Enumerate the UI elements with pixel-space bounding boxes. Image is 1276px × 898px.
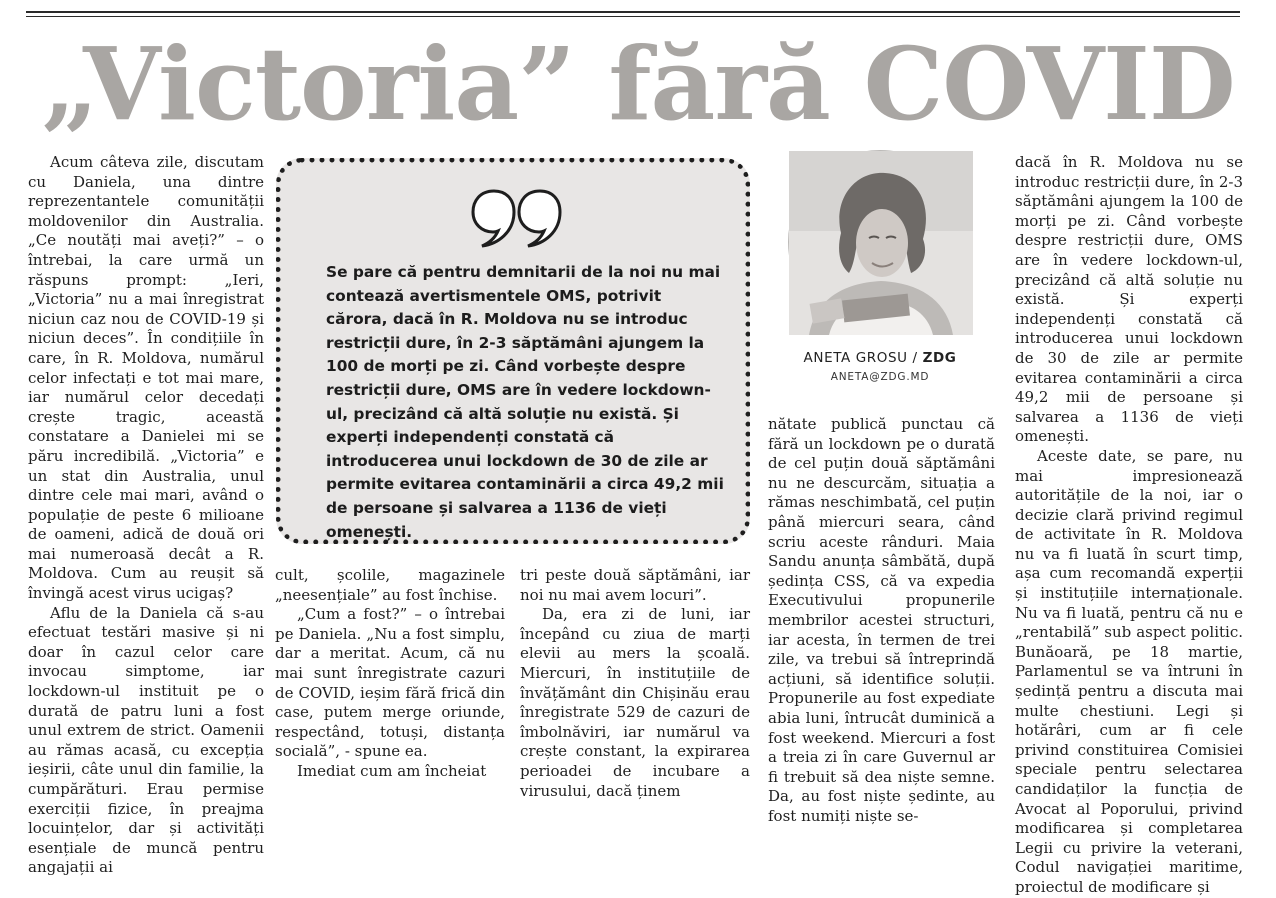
top-rule-thin (26, 16, 1240, 17)
author-photo (788, 150, 972, 334)
paragraph: Da, era zi de luni, iar începând cu ziua de marți elevii au mers la școală. Miercuri, în instituțiile de învățământ din Chișinău erau înregistrate 529 de cazuri de îmbolnăviri, iar numărul va crește constant, la expirarea perioadei de incubare a virusului, dacă ținem (520, 605, 750, 800)
article-column-2 (275, 566, 505, 780)
article-column-4 (768, 415, 995, 825)
paragraph: Aceste date, se pare, nu mai impresionează autoritățile de la noi, iar o decizie clară privind regimul de activitate în R. Moldova nu va fi luată în scurt timp, așa cum recomandă experții și instituțiile internaționale. Nu va fi luată, pentru că nu e „rentabilă” sub aspect politic. Bunăoară, pe 18 martie, Parlamentul se va întruni în ședință pentru a discuta mai multe chestiuni. Legi și hotărâri, cum ar fi cele privind constituirea Comisiei speciale pentru selectarea candidaților la funcția de Avocat al Poporului, privind modificarea și completarea Legii cu privire la veterani, Codul navigației maritime, proiectul de modificare și (1015, 446, 1243, 896)
article-column-3 (520, 566, 750, 800)
paragraph: Aflu de la Daniela că s-au efectuat testări masive și ni doar în cazul celor care invocau simptome, iar lockdown-ul instituit pe o durată de patru luni a fost unul extrem de strict. Oamenii au rămas acasă, cu excepția ieșirii, câte unul din familie, la cumpărături. Erau permise exerciții fizice, în preajma locuințelor, dar și activități esențiale de muncă pentru angajații ai (28, 603, 264, 877)
author-email[interactable]: ANETA@ZDG.MD (830, 371, 930, 383)
paragraph: Acum câteva zile, discutam cu Daniela, una dintre reprezentantele comunității moldovenilor din Australia. „Ce noutăți mai aveți?” – o întrebai, la care urmă un răspuns prompt: „Ieri, „Victoria” nu a mai înregistrat niciun caz nou de COVID-19 și niciun deces”. În condițiile în care, în R. Moldova, numărul celor infectați e tot mai mare, iar numărul celor decedați crește tragic, această constatare a Danielei mi se păru incredibilă. „Victoria” e un stat din Australia, unul dintre cele mai mari, având o populație de peste 6 milioane de oameni, adică de două ori mai numeroasă decât a R. Moldova. Cum au reușit să învingă acest virus ucigaș? (28, 153, 264, 603)
paragraph: Imediat cum am încheiat (297, 761, 487, 780)
article-column-1 (28, 153, 264, 877)
quote-marks-icon (470, 187, 566, 249)
headline: „Victoria” fără COVID (41, 25, 1235, 143)
author-outlet: ZDG (922, 350, 957, 366)
paragraph: „Cum a fost?” – o întrebai pe Daniela. „Nu a fost simplu, dar a meritat. Acum, că nu mai sunt înregistrate cazuri de COVID, ieșim fără frică din case, putem merge oriunde, respectând, totuși, distanța socială”, - spune ea. (275, 605, 505, 761)
paragraph: nătate publică punctau că fără un lockdown pe o durată de cel puțin două săptămâni nu ne descurcăm, situația a rămas neschimbată, cel puțin până miercuri seara, când scriu aceste rânduri. Maia Sandu anunța sâmbătă, după ședința CSS, că va expedia Executivului propunerile membrilor acestei structuri, iar acesta, în termen de trei zile, va trebui să întreprindă acțiuni, să identifice soluții. Propunerile au fost expediate abia luni, întrucât duminică a fost weekend. Miercuri a fost a treia zi în care Guvernul ar fi trebuit să dea niște semne. Da, au fost niște ședinte, au fost numiți niște se- (768, 415, 995, 825)
paragraph: cult, școlile, magazinele „neesențiale” au fost închise. (275, 566, 505, 604)
author-name (760, 350, 1000, 366)
author-portrait-image (789, 151, 973, 335)
pull-quote-text: Se pare că pentru demnitarii de la noi nu mai contează avertismentele OMS, potrivit cărora, dacă în R. Moldova nu se introduc restricții dure, în 2-3 săptămâni ajungem la 100 de morți pe zi. Când vorbește despre restricții dure, OMS are în vedere lockdown-ul, precizând că altă soluție nu există. Și experți independenți constată că introducerea unui lockdown de 30 de zile ar permite evitarea contaminării a circa 49,2 mii de persoane și salvarea a 1136 de vieți omenești. (326, 263, 724, 541)
top-rule (26, 11, 1240, 13)
article-column-5 (1015, 153, 1243, 896)
author-name-text: ANETA GROSU / (803, 350, 923, 366)
paragraph: tri peste două săptămâni, iar noi nu mai avem locuri”. (520, 566, 750, 604)
paragraph: dacă în R. Moldova nu se introduc restricții dure, în 2-3 săptămâni ajungem la 100 de morți pe zi. Când vorbește despre restricții dure, OMS are în vedere lockdown-ul, precizând că altă soluție nu există. Și experți independenți constată că introducerea unui lockdown de 30 de zile ar permite evitarea contaminării a circa 49,2 mii de persoane și salvarea a 1136 de vieți omenești. (1015, 153, 1243, 446)
pull-quote-box (276, 158, 750, 544)
